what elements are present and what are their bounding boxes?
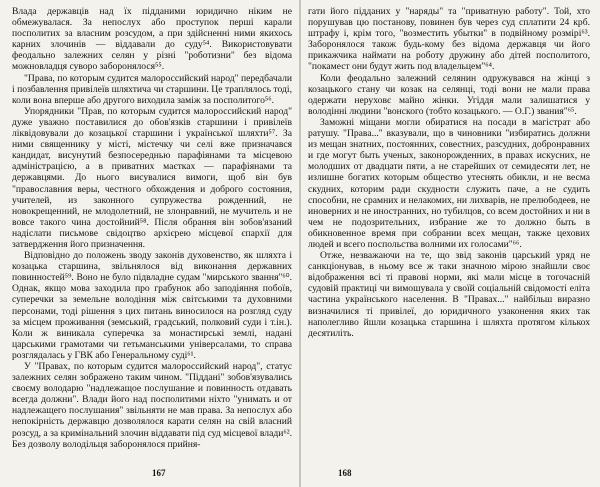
page-number: 167 xyxy=(152,468,166,478)
right-page-text xyxy=(308,6,590,339)
paragraph: Отже, незважаючи на те, що звід законів царський уряд не санкціонував, в ньому все ж таки значною мірою знайшли своє відображення всі ті правові норми, які мали місце в тогочасній судовій практиці чи вимошувала у своїй соціальній свідомості еліта частина українського населення. В "Правах..." найбільш виразно визначилися ті привілеї, до юридичного узаконення яких так наполегливо йшли козацька старшина і шляхта протягом кількох десятиліть. xyxy=(308,250,590,339)
paragraph: Коли феодально залежний селянин одружувався на жінці з козацького стану чи козак на селянці, тоді вони не мали права одержати неруховє майно жінки. Угіддя мали залишатися у володінні людини "вонского (тобто козацького. — О.Г.) звания"⁶⁵. xyxy=(308,72,590,117)
paragraph: Упорядники "Прав, по которым судится малороссийский народ" дуже уважно поставилися до обов'язків старшини і привілеїв ліквідовували до козацької старшини і української шляхти⁵⁷. За ними священнику у місті, містечку чи селі вже призначався кандидат, висунутий безпосереднью парафіянами та місцевою адміністрацією, а в приватних маєтках — парафіянами та державцями. До нього висувалися вимоги, щоб він був "православния веры, честного обхождения и доброго состояния, учителей, из законного супружества рожденний, не новокрещенний, не млодолетний, не злонравний, не мучитель и не вовсе такого чина достойний⁵⁸. Після обрання він зобов'язаний надіслати письмове свідоцтво архієрею місцевої єпархії для затвердження його призначення. xyxy=(12,105,292,250)
paragraph: "Права, по которым судится малороссийский народ" передбачали і позбавлення привілеїв шляхтича чи старшини. Це траплялось тоді, коли вона вперше або другого виходила заміж за посполитого⁵⁶. xyxy=(12,72,292,106)
paragraph: Заможні міщани могли обиратися на посади в магістрат або ратушу. "Права..." вказували, що в чиновники "избиратись должни из мещан знатних, постоянних, совестних, разсудних, добронравних и где могут быть ученых, законорожденних, в правах искусних, не молодших от двадцати пяти, а не старейших от семидесяти лет, не излишне богатих которым общество утеснять обикли, и не весма скудних, которим ради скудности служить паче, а не судить способни, не срамних и нелакомих, ни лихварів, не прелюбодеев, не иноверних и не иностранних, но тубилцов, со всем достойних и ни в чем не подозрительних, избрание же то должно быть в обикновенное время при собрании всех мещан, также цехових людей и всего поспольства волними их голосами"⁶⁶. xyxy=(308,116,590,250)
paragraph: Відповідно до положень зводу законів духовенство, як шляхта і козацька старшина, звільнялося від виконання державних повинностей⁵⁹. Воно не було підвладне судам "мирського звання"⁶⁰. Однак, якщо мова заходила про грабунок або заподіяння побоїв, суперечки за земельне володіння між світськими та духовними персонами, тоді рішення з цих питань виносилося на розгляд суду за місцем проживання (земський, градський, полковий суди і т.ін.). Коли ж виникала суперечка за монастирські землі, надані царськими грамотами чи гетьманськими універсалами, то справа розглядалась у ГВК або Генеральному суді⁶¹. xyxy=(12,250,292,361)
paragraph: Влада державців над їх підданими юридично ніким не обмежувалася. За непослух або проступок перші карали посполитих за власним розсудом, а при здійсненні ними якихось карних злочинів — віддавали до суду⁵⁴. Використовувати феодально залежних селян у різні "роботизни" без відома можновладця суворо заборонялося⁵⁵. xyxy=(12,6,292,73)
paragraph: гати його підданих у "наряды" та "приватную работу". Той, хто порушував цю постанову, повинен був через суд сплатити 24 крб. штрафу і, крім того, "возместить убытки" в подвійному розмірі⁶³. Заборонялося також будь-кому без відома державця чи його прикажчика наймати на роботу дружину або дітей посполитого, "покамест они будут жить под владельцем"⁶⁴. xyxy=(308,6,590,73)
page-number: 168 xyxy=(338,468,352,478)
left-page-text xyxy=(12,6,292,450)
right-page xyxy=(300,0,600,487)
paragraph: У "Правах, по которым судится малороссийский народ", статус залежних селян зображено таким чином. "Піддані" зобов'язувались своєму володарю "надлежащое послушание и повинность отдавать всегда должни". Влади його над посполитими ніхто "унимать и от надлежащего послушания" звільняти не мав права. За непослух або непокірність державцю дозволялося карати селян на свій власний розсуд, а за кримінальний злочин віддавати під суд місцевої влади⁶². Без дозволу володільця заборонялося прийня- xyxy=(12,361,292,450)
